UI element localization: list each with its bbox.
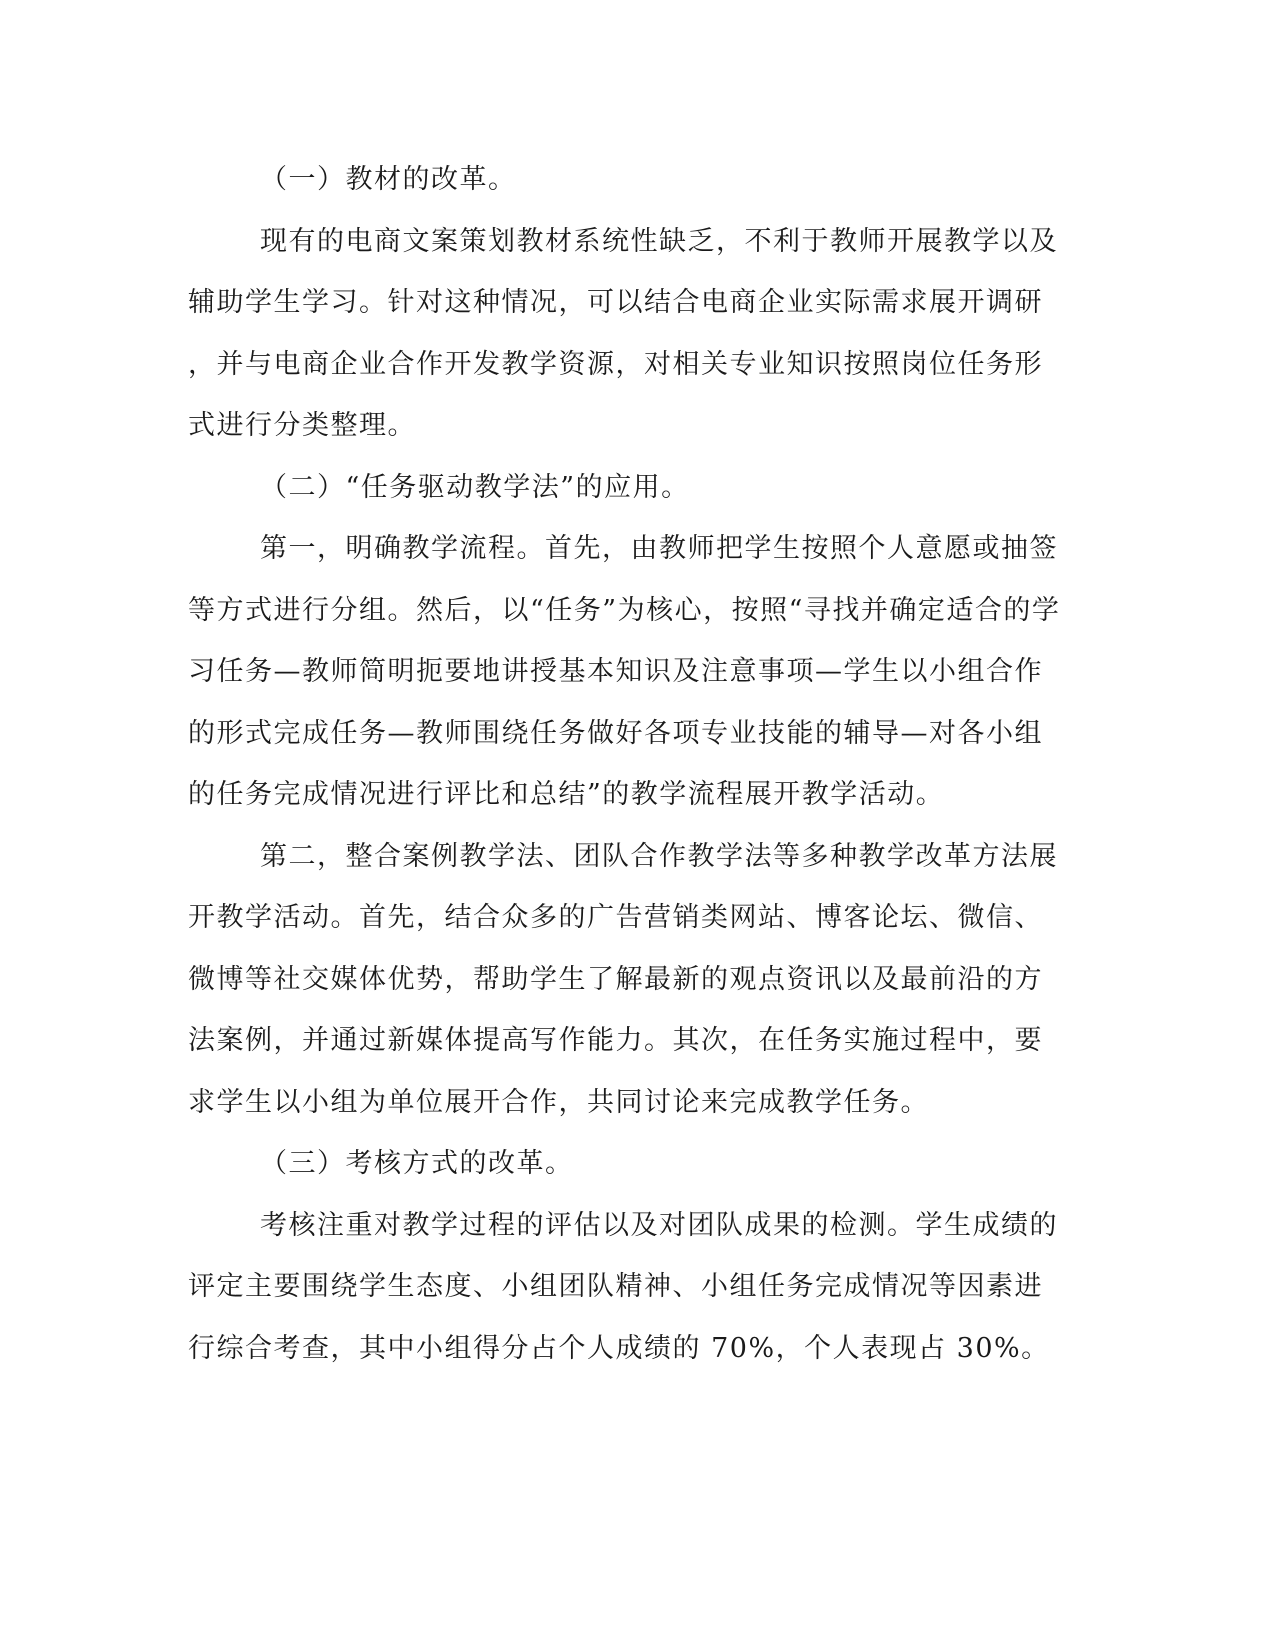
section-heading-3: （三）考核方式的改革。 [260,1148,574,1179]
text-line: 的任务完成情况进行评比和总结”的教学流程展开教学活动。 [188,779,945,810]
section-heading-2: （二）“任务驱动教学法”的应用。 [260,471,690,503]
text-line: ，并与电商企业合作开发教学资源，对相关专业知识按照岗位任务形 [188,348,1043,380]
section-heading-1: （一）教材的改革。 [260,164,517,195]
text-line: 法案例，并通过新媒体提高写作能力。其次，在任务实施过程中，要 [188,1025,1043,1056]
text-line: 考核注重对教学过程的评估以及对团队成果的检测。学生成绩的 [260,1209,1058,1241]
document-body [188,160,1068,1390]
text-line: 第一，明确教学流程。首先，由教师把学生按照个人意愿或抽签 [260,533,1058,564]
text-line: 求学生以小组为单位展开合作，共同讨论来完成教学任务。 [188,1086,929,1118]
text-line: 等方式进行分组。然后，以“任务”为核心，按照“寻找并确定适合的学 [188,594,1061,626]
text-line: 行综合考查，其中小组得分占个人成绩的 70%，个人表现占 30%。 [188,1332,1050,1364]
text-line: 习任务—教师简明扼要地讲授基本知识及注意事项—学生以小组合作 [188,656,1043,687]
text-line: 式进行分类整理。 [188,410,416,441]
text-line: 的形式完成任务—教师围绕任务做好各项专业技能的辅导—对各小组 [188,717,1043,749]
text-line: 开教学活动。首先，结合众多的广告营销类网站、博客论坛、微信、 [188,902,1043,933]
text-line: 辅助学生学习。针对这种情况，可以结合电商企业实际需求展开调研 [188,287,1043,318]
text-line: 现有的电商文案策划教材系统性缺乏，不利于教师开展教学以及 [260,225,1058,257]
text-line: 第二，整合案例教学法、团队合作教学法等多种教学改革方法展 [260,840,1058,872]
text-line: 评定主要围绕学生态度、小组团队精神、小组任务完成情况等因素进 [188,1271,1043,1302]
text-line: 微博等社交媒体优势，帮助学生了解最新的观点资讯以及最前沿的方 [188,963,1043,995]
